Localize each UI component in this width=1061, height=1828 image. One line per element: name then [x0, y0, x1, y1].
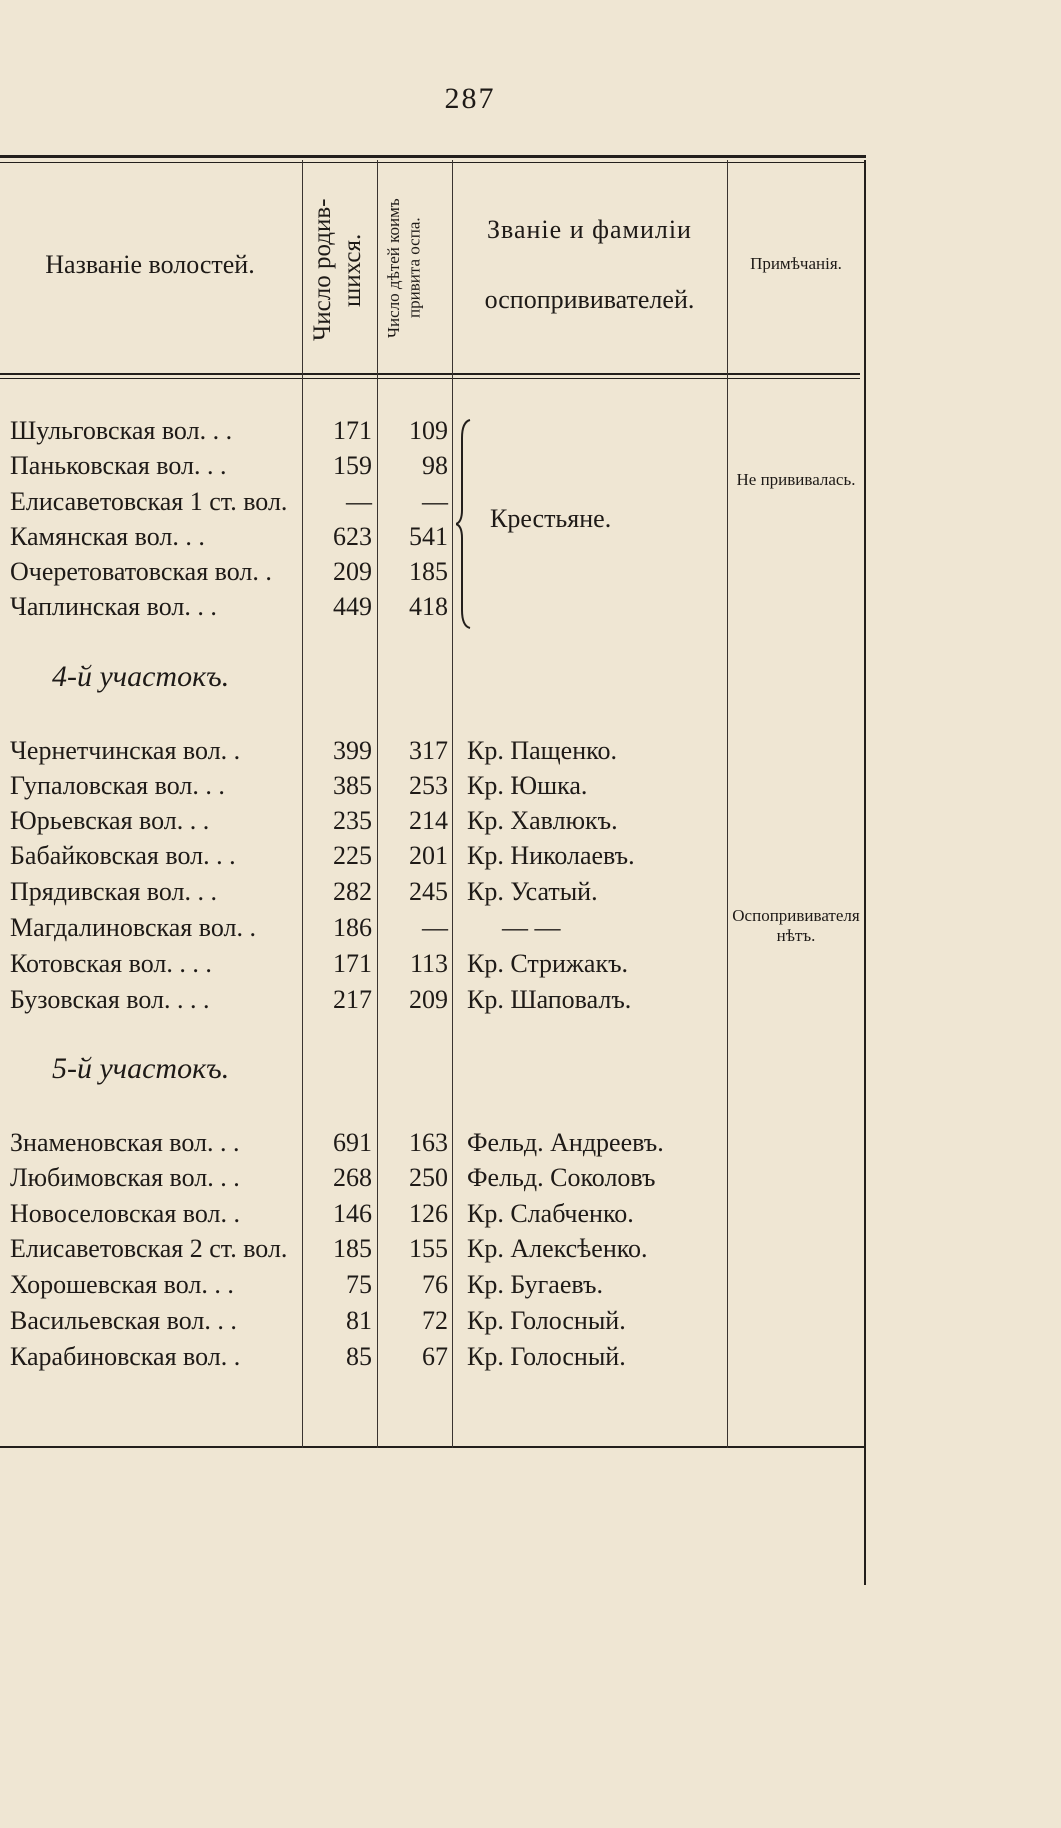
vaccinated-count: 245	[409, 877, 448, 906]
table-row	[0, 946, 870, 982]
section-5-title: 5-й участокъ.	[52, 1052, 230, 1085]
born-count: 75	[346, 1270, 372, 1299]
vaccinated-count: —	[422, 913, 448, 942]
header-bottom-rule	[0, 373, 860, 375]
born-count: 171	[333, 416, 372, 445]
born-count: 225	[333, 841, 372, 870]
volost-name: Любимовская вол. . .	[10, 1163, 240, 1192]
page-number: 287	[444, 82, 496, 115]
header-born: Число родив-шихся.	[309, 198, 366, 342]
vaccinator-name: Фельд. Андреевъ.	[467, 1128, 664, 1157]
table-row	[0, 413, 870, 449]
vaccinated-count: 250	[409, 1163, 448, 1192]
born-count: 186	[333, 913, 372, 942]
vaccinator-name: Кр. Пащенко.	[467, 736, 617, 765]
vaccinator-name: Кр. Хавлюкъ.	[467, 806, 618, 835]
header-vaccinators-line1: Званіе и фамиліи	[487, 215, 692, 244]
table-row	[0, 1231, 870, 1267]
vaccinated-count: 98	[422, 451, 448, 480]
born-count: 217	[333, 985, 372, 1014]
vaccinated-count: 541	[409, 522, 448, 551]
table-row	[0, 1160, 870, 1196]
vaccinated-count: 253	[409, 771, 448, 800]
table-row	[0, 554, 870, 590]
volost-name: Бузовская вол. . . .	[10, 985, 210, 1014]
table-row	[0, 768, 870, 804]
born-count: 691	[333, 1128, 372, 1157]
table-row	[0, 733, 870, 769]
group1-note: Не прививалась.	[736, 470, 856, 489]
table-row	[0, 1196, 870, 1232]
group1-vaccinator: Крестьяне.	[490, 504, 612, 533]
volost-name: Чернетчинская вол. .	[10, 736, 241, 765]
volost-name: Хорошевская вол. . .	[10, 1270, 234, 1299]
born-count: 235	[333, 806, 372, 835]
volost-name: Гупаловская вол. . .	[10, 771, 225, 800]
section-4-title: 4-й участокъ.	[52, 660, 230, 693]
vaccinated-count: 126	[409, 1199, 448, 1228]
born-count: 268	[333, 1163, 372, 1192]
vaccinated-count: 113	[409, 949, 448, 978]
header-vaccinators-line2: оспопрививателей.	[484, 285, 695, 314]
born-count: 623	[333, 522, 372, 551]
vaccinated-count: 76	[422, 1270, 448, 1299]
table-row	[0, 874, 870, 910]
born-count: 159	[333, 451, 372, 480]
volost-name: Знаменовская вол. . .	[10, 1128, 240, 1157]
volost-name: Очеретоватовская вол. .	[10, 557, 272, 586]
header-notes: Примѣчанія.	[750, 254, 842, 273]
vaccinated-count: 155	[409, 1234, 448, 1263]
vaccinated-count: —	[422, 487, 448, 516]
table-row	[0, 519, 870, 555]
vaccinated-count: 163	[409, 1128, 448, 1157]
born-count: 449	[333, 592, 372, 621]
volost-name: Камянская вол. . .	[10, 522, 205, 551]
header-bottom-rule-thin	[0, 378, 860, 379]
volost-name: Прядивская вол. . .	[10, 877, 218, 906]
vaccinator-name: Кр. Бугаевъ.	[467, 1270, 603, 1299]
table-row	[0, 589, 870, 625]
vaccinated-count: 418	[409, 592, 448, 621]
section4-note: Оспопрививателя нѣтъ.	[732, 906, 860, 945]
table-row	[0, 1125, 870, 1161]
vaccinator-name: Кр. Юшка.	[467, 771, 588, 800]
born-count: 209	[333, 557, 372, 586]
curly-brace-icon	[456, 418, 478, 630]
vaccinator-name: Кр. Шаповалъ.	[467, 985, 632, 1014]
table-row	[0, 1339, 870, 1375]
vaccinated-count: 72	[422, 1306, 448, 1335]
header-vacc-count: Число дѣтей коимъ привита оспа.	[384, 198, 424, 338]
born-count: 282	[333, 877, 372, 906]
vaccinator-name: Фельд. Соколовъ	[467, 1163, 656, 1192]
volost-name: Паньковская вол. . .	[10, 451, 227, 480]
vaccinator-name: — —	[502, 913, 561, 942]
vaccinator-name: Кр. Алексѣенко.	[467, 1234, 648, 1263]
born-count: 185	[333, 1234, 372, 1263]
volost-name: Чаплинская вол. . .	[10, 592, 217, 621]
born-count: 85	[346, 1342, 372, 1371]
table-row	[0, 1267, 870, 1303]
vaccinated-count: 185	[409, 557, 448, 586]
volost-name: Васильевская вол. . .	[10, 1306, 237, 1335]
volost-name: Бабайковская вол. . .	[10, 841, 236, 870]
volost-name: Карабиновская вол. .	[10, 1342, 241, 1371]
vaccinated-count: 317	[409, 736, 448, 765]
vaccinator-name: Кр. Николаевъ.	[467, 841, 635, 870]
header-name: Названіе волостей.	[45, 250, 255, 279]
vaccinated-count: 67	[422, 1342, 448, 1371]
volost-name: Магдалиновская вол. .	[10, 913, 256, 942]
table-row	[0, 982, 870, 1018]
volost-name: Елисаветовская 2 ст. вол.	[10, 1234, 288, 1263]
vaccinator-name: Кр. Голосный.	[467, 1306, 626, 1335]
volost-name: Елисаветовская 1 ст. вол.	[10, 487, 288, 516]
born-count: 81	[346, 1306, 372, 1335]
volost-name: Шульговская вол. . .	[10, 416, 233, 445]
volost-name: Новоселовская вол. .	[10, 1199, 241, 1228]
vaccinated-count: 201	[409, 841, 448, 870]
table-top-rule	[0, 155, 866, 158]
vaccinator-name: Кр. Слабченко.	[467, 1199, 634, 1228]
born-count: 171	[333, 949, 372, 978]
table-row	[0, 838, 870, 874]
born-count: 146	[333, 1199, 372, 1228]
born-count: 399	[333, 736, 372, 765]
vaccinated-count: 214	[409, 806, 448, 835]
table-row	[0, 803, 870, 839]
table-top-rule-thin	[0, 162, 866, 163]
vaccinator-name: Кр. Усатый.	[467, 877, 598, 906]
vaccinator-name: Кр. Стрижакъ.	[467, 949, 629, 978]
vaccinated-count: 109	[409, 416, 448, 445]
born-count: 385	[333, 771, 372, 800]
table-bottom-rule	[0, 1446, 866, 1448]
born-count: —	[346, 487, 372, 516]
volost-name: Котовская вол. . . .	[10, 949, 212, 978]
vaccinated-count: 209	[409, 985, 448, 1014]
volost-name: Юрьевская вол. . .	[10, 806, 210, 835]
vaccinator-name: Кр. Голосный.	[467, 1342, 626, 1371]
table-row	[0, 1303, 870, 1339]
